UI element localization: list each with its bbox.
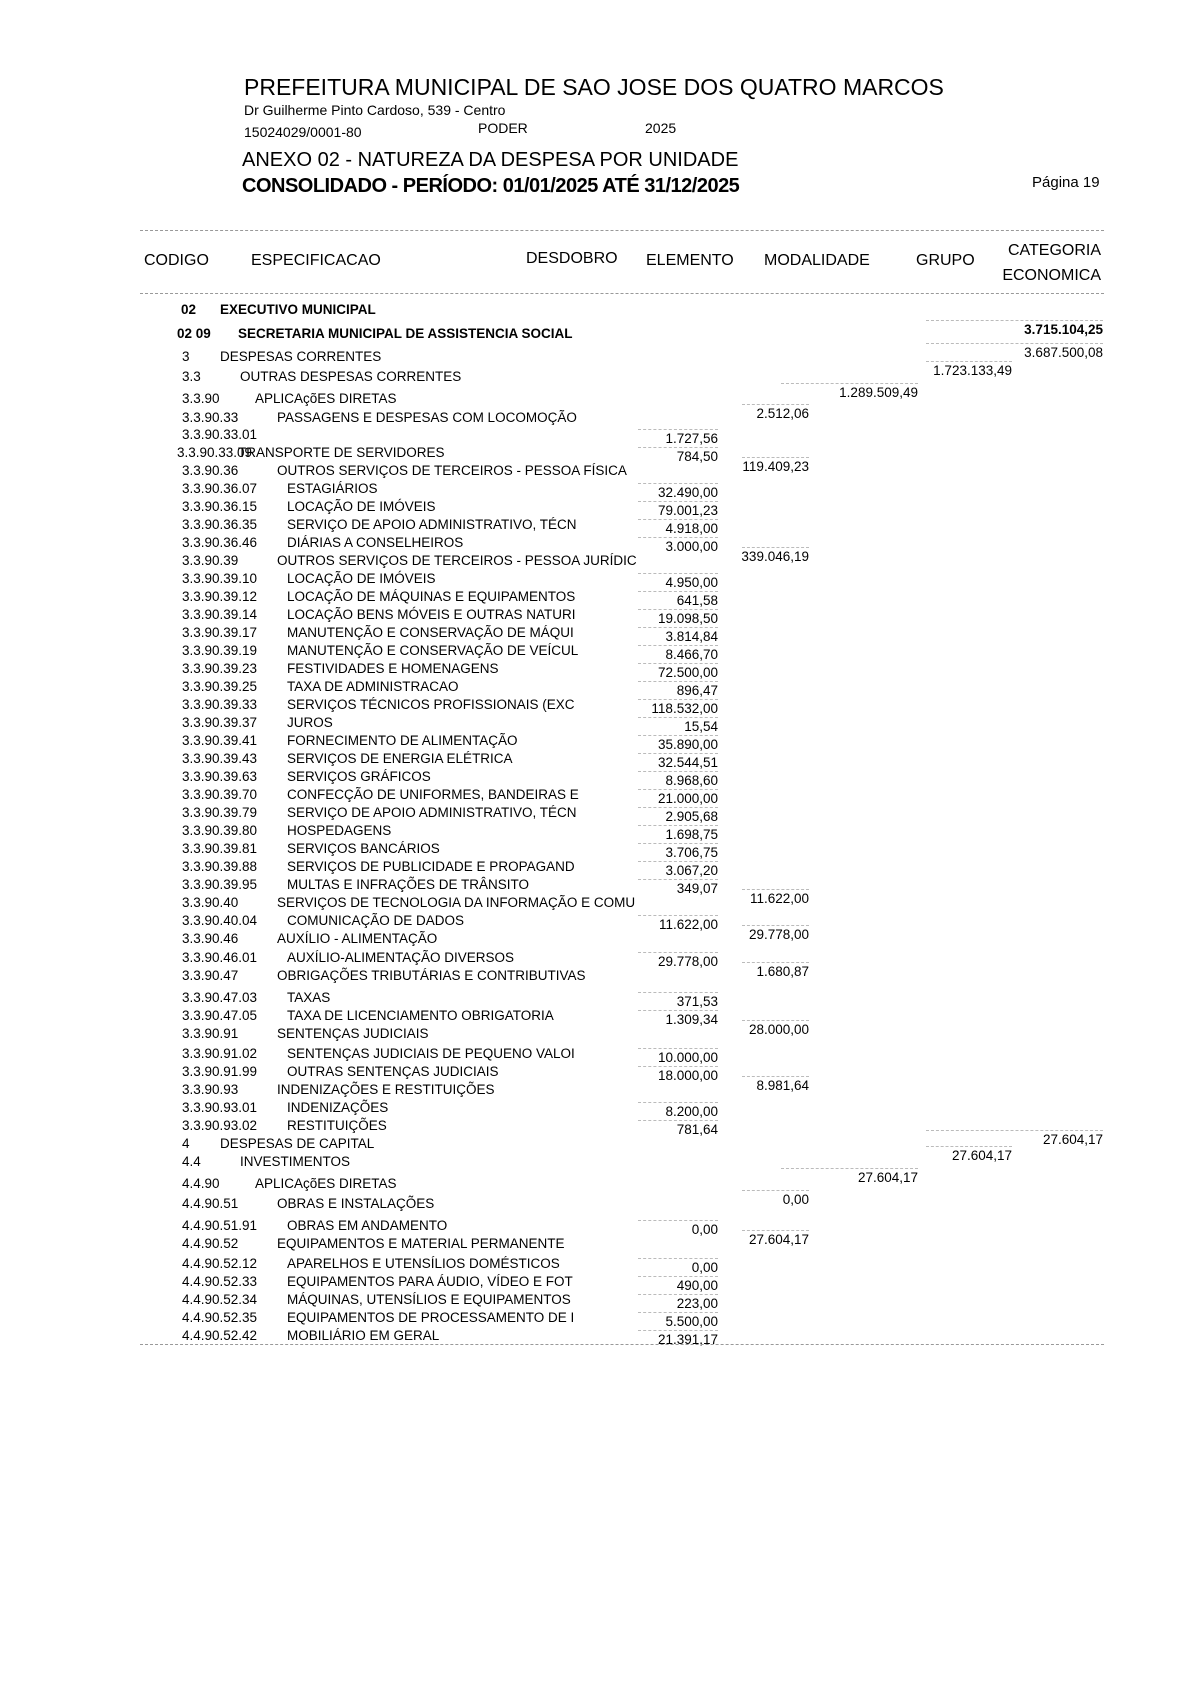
row-grupo-value: 1.723.133,49 xyxy=(933,363,1012,378)
row-modalidade-value: 1.289.509,49 xyxy=(839,385,918,400)
row-desdobro-divider xyxy=(638,1258,718,1259)
row-code: 3.3.90.36.35 xyxy=(182,517,258,532)
row-desdobro-divider xyxy=(638,789,718,790)
row-desdobro-divider xyxy=(638,1120,718,1121)
row-code: 3.3.90.39.37 xyxy=(182,715,258,730)
row-description: SERVIÇO DE APOIO ADMINISTRATIVO, TÉCN xyxy=(287,517,577,532)
row-code: 3.3.90 xyxy=(182,391,220,406)
row-code: 3.3.90.39.12 xyxy=(182,589,258,604)
row-code: 3.3.90.93.01 xyxy=(182,1100,258,1115)
row-description: FORNECIMENTO DE ALIMENTAÇÃO xyxy=(287,733,518,748)
row-code: 3.3.90.47.05 xyxy=(182,1008,258,1023)
row-code: 3.3.90.39.43 xyxy=(182,751,258,766)
row-elemento-value: 339.046,19 xyxy=(741,549,809,564)
row-desdobro-divider xyxy=(638,645,718,646)
row-elemento-divider xyxy=(742,925,809,926)
row-elemento-value: 119.409,23 xyxy=(742,459,809,474)
row-description: SERVIÇOS DE PUBLICIDADE E PROPAGAND xyxy=(287,859,575,874)
row-desdobro-value: 0,00 xyxy=(691,1260,718,1275)
row-description: OUTRAS SENTENÇAS JUDICIAIS xyxy=(287,1064,499,1079)
row-elemento-value: 11.622,00 xyxy=(749,891,809,906)
row-description: OUTRAS DESPESAS CORRENTES xyxy=(240,369,462,384)
row-description: SERVIÇOS GRÁFICOS xyxy=(287,769,431,784)
row-desdobro-divider xyxy=(638,519,718,520)
row-description: JUROS xyxy=(287,715,333,730)
row-description: OBRAS E INSTALAÇÕES xyxy=(277,1196,435,1211)
row-categoria-divider xyxy=(926,320,1103,321)
row-desdobro-divider xyxy=(638,1048,718,1049)
year: 2025 xyxy=(645,120,677,136)
row-description: OUTROS SERVIÇOS DE TERCEIROS - PESSOA JURÍDIC xyxy=(277,553,637,568)
row-desdobro-value: 781,64 xyxy=(676,1122,718,1137)
row-elemento-value: 8.981,64 xyxy=(756,1078,809,1093)
row-code: 3.3.90.39.80 xyxy=(182,823,258,838)
col-codigo: CODIGO xyxy=(144,252,209,269)
row-code: 3.3.90.36.07 xyxy=(182,481,258,496)
row-code: 3.3.90.39.23 xyxy=(182,661,258,676)
row-description: TAXA DE ADMINISTRACAO xyxy=(287,679,459,694)
row-code: 3.3.90.47.03 xyxy=(182,990,258,1005)
row-desdobro-divider xyxy=(638,663,718,664)
row-elemento-divider xyxy=(742,404,809,405)
row-description: LOCAÇÃO DE IMÓVEIS xyxy=(287,571,436,586)
col-modalidade: MODALIDADE xyxy=(764,252,870,269)
row-desdobro-value: 3.000,00 xyxy=(665,539,718,554)
row-desdobro-divider xyxy=(638,1102,718,1103)
row-description: INVESTIMENTOS xyxy=(240,1154,351,1169)
row-desdobro-value: 3.706,75 xyxy=(665,845,718,860)
row-description: LOCAÇÃO DE IMÓVEIS xyxy=(287,499,436,514)
row-desdobro-divider xyxy=(638,915,718,916)
row-desdobro-value: 8.968,60 xyxy=(665,773,718,788)
row-code: 4.4.90 xyxy=(182,1176,220,1191)
row-description: TRANSPORTE DE SERVIDORES xyxy=(238,445,445,460)
row-desdobro-value: 8.466,70 xyxy=(665,647,718,662)
row-desdobro-divider xyxy=(638,952,718,953)
row-desdobro-value: 11.622,00 xyxy=(658,917,718,932)
row-description: COMUNICAÇÃO DE DADOS xyxy=(287,913,465,928)
col-especificacao: ESPECIFICACAO xyxy=(251,252,381,269)
row-grupo-value: 27.604,17 xyxy=(951,1148,1012,1163)
row-elemento-divider xyxy=(742,1230,809,1231)
row-desdobro-value: 223,00 xyxy=(676,1296,718,1311)
row-code: 4.4.90.51 xyxy=(182,1196,239,1211)
row-modalidade-divider xyxy=(781,383,918,384)
poder-label: PODER xyxy=(478,120,528,136)
row-modalidade-value: 27.604,17 xyxy=(857,1170,918,1185)
row-code: 3.3.90.47 xyxy=(182,968,239,983)
row-code: 3.3.90.91.99 xyxy=(182,1064,258,1079)
row-code: 4.4.90.52.33 xyxy=(182,1274,258,1289)
row-grupo-divider xyxy=(926,361,1012,362)
row-description: ESTAGIÁRIOS xyxy=(287,481,378,496)
row-code: 02 xyxy=(181,302,197,317)
row-desdobro-value: 5.500,00 xyxy=(665,1314,718,1329)
row-desdobro-value: 349,07 xyxy=(676,881,718,896)
row-description: APLICAçõES DIRETAS xyxy=(255,1176,397,1191)
row-code: 02 09 xyxy=(177,326,211,341)
row-code: 4.4.90.52.12 xyxy=(182,1256,258,1271)
row-code: 3.3.90.39.79 xyxy=(182,805,258,820)
row-code: 3.3.90.39.25 xyxy=(182,679,258,694)
row-desdobro-divider xyxy=(638,501,718,502)
row-description: MANUTENÇÃO E CONSERVAÇÃO DE VEÍCUL xyxy=(287,643,579,658)
row-desdobro-divider xyxy=(638,627,718,628)
cnpj: 15024029/0001-80 xyxy=(244,124,362,140)
row-code: 3.3.90.33 xyxy=(182,410,239,425)
row-elemento-value: 28.000,00 xyxy=(748,1022,809,1037)
row-elemento-divider xyxy=(742,457,809,458)
row-description: MOBILIÁRIO EM GERAL xyxy=(287,1328,440,1343)
row-desdobro-value: 490,00 xyxy=(676,1278,718,1293)
row-desdobro-value: 8.200,00 xyxy=(665,1104,718,1119)
row-desdobro-value: 0,00 xyxy=(691,1222,718,1237)
row-elemento-value: 29.778,00 xyxy=(748,927,809,942)
row-description: TAXA DE LICENCIAMENTO OBRIGATORIA xyxy=(287,1008,554,1023)
row-code: 3.3.90.39.17 xyxy=(182,625,258,640)
row-elemento-value: 27.604,17 xyxy=(748,1232,809,1247)
row-categoria-divider xyxy=(926,1130,1103,1131)
row-description: OBRIGAÇÕES TRIBUTÁRIAS E CONTRIBUTIVAS xyxy=(277,968,586,983)
row-description: DESPESAS CORRENTES xyxy=(220,349,382,364)
row-desdobro-divider xyxy=(638,1066,718,1067)
row-elemento-divider xyxy=(742,962,809,963)
row-description: SENTENÇAS JUDICIAIS DE PEQUENO VALOI xyxy=(287,1046,575,1061)
row-elemento-value: 0,00 xyxy=(782,1192,809,1207)
row-desdobro-divider xyxy=(638,735,718,736)
row-code: 3.3.90.39.63 xyxy=(182,769,258,784)
row-desdobro-value: 19.098,50 xyxy=(657,611,718,626)
row-desdobro-value: 4.918,00 xyxy=(665,521,718,536)
header-top-divider xyxy=(140,230,1104,231)
row-desdobro-value: 1.309,34 xyxy=(665,1012,718,1027)
row-desdobro-divider xyxy=(638,1330,718,1331)
row-desdobro-value: 35.890,00 xyxy=(657,737,718,752)
row-desdobro-divider xyxy=(638,771,718,772)
row-desdobro-divider xyxy=(638,1010,718,1011)
row-desdobro-value: 10.000,00 xyxy=(657,1050,718,1065)
row-description: TAXAS xyxy=(287,990,331,1005)
row-description: FESTIVIDADES E HOMENAGENS xyxy=(287,661,499,676)
row-description: EQUIPAMENTOS PARA ÁUDIO, VÍDEO E FOT xyxy=(287,1274,573,1289)
row-categoria-value: 3.715.104,25 xyxy=(1024,322,1103,337)
row-desdobro-divider xyxy=(638,1294,718,1295)
row-description: MANUTENÇÃO E CONSERVAÇÃO DE MÁQUI xyxy=(287,625,574,640)
row-description: EXECUTIVO MUNICIPAL xyxy=(220,302,376,317)
row-desdobro-divider xyxy=(638,1220,718,1221)
row-description: SERVIÇO DE APOIO ADMINISTRATIVO, TÉCN xyxy=(287,805,577,820)
row-description: INDENIZAÇÕES xyxy=(287,1100,389,1115)
row-desdobro-value: 3.814,84 xyxy=(665,629,718,644)
row-description: DESPESAS DE CAPITAL xyxy=(220,1136,375,1151)
row-code: 4.4 xyxy=(182,1154,201,1169)
row-elemento-value: 1.680,87 xyxy=(756,964,809,979)
row-description: SENTENÇAS JUDICIAIS xyxy=(277,1026,429,1041)
row-description: AUXÍLIO-ALIMENTAÇÃO DIVERSOS xyxy=(287,950,515,965)
row-desdobro-divider xyxy=(638,1276,718,1277)
row-code: 3.3.90.36.15 xyxy=(182,499,258,514)
row-desdobro-divider xyxy=(638,717,718,718)
row-desdobro-value: 1.698,75 xyxy=(665,827,718,842)
row-description: INDENIZAÇÕES E RESTITUIÇÕES xyxy=(277,1082,495,1097)
row-description: SERVIÇOS TÉCNICOS PROFISSIONAIS (EXC xyxy=(287,697,575,712)
row-code: 4 xyxy=(182,1136,190,1151)
row-code: 3.3.90.46.01 xyxy=(182,950,258,965)
row-code: 3.3.90.39.41 xyxy=(182,733,258,748)
row-code: 3.3.90.39.19 xyxy=(182,643,258,658)
row-description: SERVIÇOS BANCÁRIOS xyxy=(287,841,440,856)
row-desdobro-value: 4.950,00 xyxy=(665,575,718,590)
col-categoria-line2: ECONOMICA xyxy=(1002,267,1101,284)
col-desdobro: DESDOBRO xyxy=(526,250,618,267)
row-code: 4.4.90.52 xyxy=(182,1236,239,1251)
row-desdobro-divider xyxy=(638,537,718,538)
row-modalidade-divider xyxy=(781,1168,918,1169)
row-code: 3.3.90.33.09 xyxy=(177,445,253,460)
row-code: 3.3.90.93.02 xyxy=(182,1118,258,1133)
row-categoria-divider xyxy=(926,343,1103,344)
row-desdobro-value: 21.391,17 xyxy=(657,1332,718,1347)
row-desdobro-value: 72.500,00 xyxy=(657,665,718,680)
annex-title: ANEXO 02 - NATUREZA DA DESPESA POR UNIDADE xyxy=(242,149,739,171)
row-desdobro-divider xyxy=(638,843,718,844)
row-desdobro-value: 1.727,56 xyxy=(665,431,718,446)
row-description: SERVIÇOS DE ENERGIA ELÉTRICA xyxy=(287,751,513,766)
row-description: RESTITUIÇÕES xyxy=(287,1118,387,1133)
col-categoria-line1: CATEGORIA xyxy=(1007,242,1101,259)
row-code: 3.3.90.93 xyxy=(182,1082,239,1097)
row-description: LOCAÇÃO BENS MÓVEIS E OUTRAS NATURI xyxy=(287,607,576,622)
row-desdobro-divider xyxy=(638,699,718,700)
table-bottom-divider xyxy=(140,1344,1104,1345)
row-code: 4.4.90.52.42 xyxy=(182,1328,258,1343)
row-desdobro-value: 896,47 xyxy=(676,683,718,698)
row-desdobro-value: 21.000,00 xyxy=(657,791,718,806)
row-description: OBRAS EM ANDAMENTO xyxy=(287,1218,448,1233)
row-code: 3.3.90.36 xyxy=(182,463,239,478)
col-grupo: GRUPO xyxy=(916,252,975,269)
row-grupo-divider xyxy=(926,1146,1012,1147)
row-desdobro-value: 371,53 xyxy=(676,994,718,1009)
row-desdobro-value: 18.000,00 xyxy=(657,1068,718,1083)
row-description: OUTROS SERVIÇOS DE TERCEIROS - PESSOA FÍSICA xyxy=(277,463,627,478)
row-desdobro-divider xyxy=(638,825,718,826)
row-code: 3.3.90.40 xyxy=(182,895,239,910)
address: Dr Guilherme Pinto Cardoso, 539 - Centro xyxy=(244,102,506,118)
row-code: 3.3.90.91 xyxy=(182,1026,239,1041)
row-description: APLICAçõES DIRETAS xyxy=(255,391,397,406)
row-code: 4.4.90.52.35 xyxy=(182,1310,258,1325)
row-description: LOCAÇÃO DE MÁQUINAS E EQUIPAMENTOS xyxy=(287,589,576,604)
row-elemento-value: 2.512,06 xyxy=(756,406,809,421)
row-description: CONFECÇÃO DE UNIFORMES, BANDEIRAS E xyxy=(287,787,579,802)
row-desdobro-value: 32.490,00 xyxy=(657,485,718,500)
row-code: 3.3.90.40.04 xyxy=(182,913,258,928)
row-desdobro-divider xyxy=(638,609,718,610)
row-description: AUXÍLIO - ALIMENTAÇÃO xyxy=(277,931,438,946)
row-code: 3.3.90.39.70 xyxy=(182,787,258,802)
row-code: 3 xyxy=(182,349,190,364)
header-bottom-divider xyxy=(140,293,1104,294)
row-code: 3.3.90.36.46 xyxy=(182,535,258,550)
row-code: 3.3.90.46 xyxy=(182,931,239,946)
row-code: 3.3 xyxy=(182,369,201,384)
row-description: EQUIPAMENTOS E MATERIAL PERMANENTE xyxy=(277,1236,565,1251)
row-elemento-divider xyxy=(742,889,809,890)
row-code: 3.3.90.39.33 xyxy=(182,697,258,712)
row-desdobro-value: 3.067,20 xyxy=(665,863,718,878)
row-desdobro-divider xyxy=(638,429,718,430)
row-code: 3.3.90.91.02 xyxy=(182,1046,258,1061)
row-code: 3.3.90.39.10 xyxy=(182,571,258,586)
row-code: 3.3.90.39.88 xyxy=(182,859,258,874)
row-desdobro-divider xyxy=(638,573,718,574)
row-description: MÁQUINAS, UTENSÍLIOS E EQUIPAMENTOS xyxy=(287,1292,571,1307)
row-elemento-divider xyxy=(742,1076,809,1077)
row-code: 3.3.90.39.95 xyxy=(182,877,258,892)
row-desdobro-divider xyxy=(638,681,718,682)
row-description: PASSAGENS E DESPESAS COM LOCOMOÇÃO xyxy=(277,410,577,425)
row-description: APARELHOS E UTENSÍLIOS DOMÉSTICOS xyxy=(287,1256,560,1271)
row-description: DIÁRIAS A CONSELHEIROS xyxy=(287,535,464,550)
row-code: 3.3.90.33.01 xyxy=(182,427,258,442)
row-code: 3.3.90.39 xyxy=(182,553,239,568)
row-desdobro-value: 118.532,00 xyxy=(651,701,718,716)
row-desdobro-divider xyxy=(638,753,718,754)
row-desdobro-value: 641,58 xyxy=(676,593,718,608)
col-elemento: ELEMENTO xyxy=(646,252,734,269)
row-description: HOSPEDAGENS xyxy=(287,823,392,838)
municipality-title: PREFEITURA MUNICIPAL DE SAO JOSE DOS QUATRO MARCOS xyxy=(244,74,944,100)
row-desdobro-value: 784,50 xyxy=(676,449,718,464)
row-desdobro-divider xyxy=(638,1312,718,1313)
row-elemento-divider xyxy=(742,1190,809,1191)
row-description: SECRETARIA MUNICIPAL DE ASSISTENCIA SOCIAL xyxy=(238,326,573,341)
row-code: 3.3.90.39.14 xyxy=(182,607,258,622)
row-desdobro-divider xyxy=(638,861,718,862)
row-desdobro-value: 79.001,23 xyxy=(657,503,718,518)
row-desdobro-divider xyxy=(638,591,718,592)
row-desdobro-divider xyxy=(638,879,718,880)
page-number: Página 19 xyxy=(1032,174,1100,191)
row-desdobro-divider xyxy=(638,483,718,484)
row-elemento-divider xyxy=(742,547,809,548)
row-description: SERVIÇOS DE TECNOLOGIA DA INFORMAÇÃO E COMU xyxy=(277,895,636,910)
period-title: CONSOLIDADO - PERÍODO: 01/01/2025 ATÉ 31/12/2025 xyxy=(242,175,740,197)
row-desdobro-value: 2.905,68 xyxy=(665,809,718,824)
row-categoria-value: 27.604,17 xyxy=(1042,1132,1103,1147)
row-desdobro-value: 32.544,51 xyxy=(657,755,718,770)
row-code: 4.4.90.52.34 xyxy=(182,1292,258,1307)
row-description: EQUIPAMENTOS DE PROCESSAMENTO DE I xyxy=(287,1310,575,1325)
row-desdobro-value: 29.778,00 xyxy=(657,954,718,969)
row-desdobro-value: 15,54 xyxy=(684,719,718,734)
row-description: MULTAS E INFRAÇÕES DE TRÂNSITO xyxy=(287,877,530,892)
row-code: 3.3.90.39.81 xyxy=(182,841,258,856)
row-desdobro-divider xyxy=(638,447,718,448)
row-desdobro-divider xyxy=(638,807,718,808)
row-elemento-divider xyxy=(742,1020,809,1021)
row-code: 4.4.90.51.91 xyxy=(182,1218,258,1233)
row-desdobro-divider xyxy=(638,992,718,993)
row-categoria-value: 3.687.500,08 xyxy=(1024,345,1103,360)
